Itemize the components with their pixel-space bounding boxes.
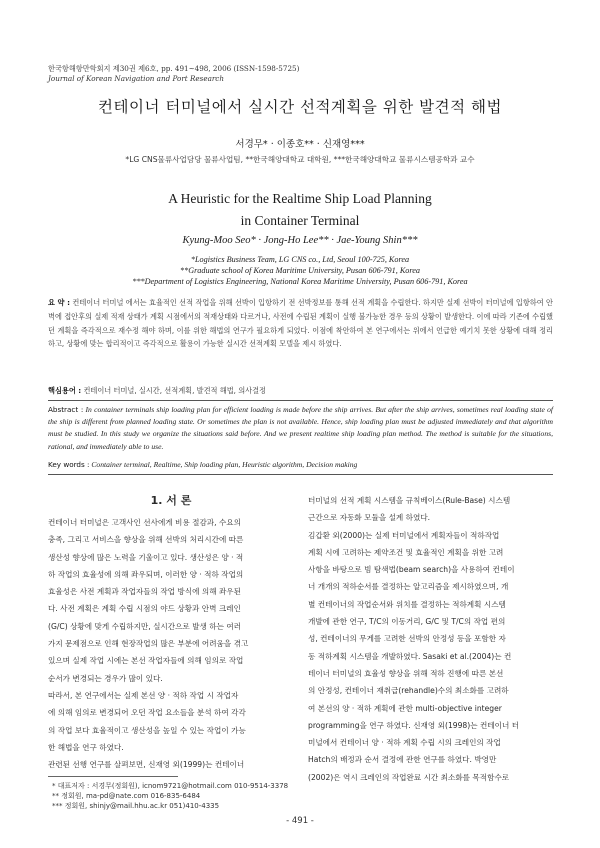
footnote-divider	[48, 776, 178, 777]
affiliation-en-1: *Logistics Business Team, LG CNS co., Ltd, Seoul 100-725, Korea	[190, 255, 410, 264]
right-column-line: 개발에 관한 연구, T/C의 이동거리, G/C 및 T/C의 작업 편의	[308, 617, 506, 627]
footnote-3: *** 정회원, shinjy@mail.hhu.ac.kr 051)410-4335	[52, 802, 220, 810]
authors-en: Kyung-Moo Seo* · Jong-Ho Lee** · Jae-Young Shin***	[182, 235, 418, 246]
affiliation-en-2: **Graduate school of Korea Maritime University, Pusan 606-791, Korea	[180, 266, 420, 275]
right-column-line: 너 개개의 적하순서를 결정하는 알고리즘을 제시하였으며, 개	[308, 582, 509, 592]
keywords-en-text: Container terminal, Realtime, Ship loading plan, Heuristic algorithm, Decision making	[91, 460, 358, 469]
right-column-line: 터미널의 선적 계획 시스템을 규칙베이스(Rule-Base) 시스템	[308, 496, 511, 505]
right-column-text	[308, 492, 554, 786]
right-column-line: 별 컨테이너의 작업순서와 위치를 결정하는 적하계획 시스템	[308, 599, 506, 609]
right-column-line: 테이너 터미널의 효율성 향상을 위해 적하 진행에 따른 본선	[308, 668, 504, 678]
left-column-line: 순서가 변경되는 경우가 많이 있다.	[48, 673, 163, 683]
right-column-line: 사항을 바탕으로 빔 탐색법(beam search)을 사용하여 컨테이	[308, 565, 515, 575]
left-column-line: 충족, 그리고 서비스을 향상을 위해 선박의 처리시간에 따른	[48, 535, 244, 545]
keywords-en-label: Key words :	[48, 460, 90, 469]
divider-bottom	[48, 474, 553, 475]
journal-name-en: Journal of Korean Navigation and Port Research	[48, 74, 224, 83]
footnotes	[52, 781, 288, 811]
right-column-line: 김갑환 외(2000)는 실제 터미널에서 계획자들이 적하작업	[308, 530, 500, 540]
affiliation-en	[0, 254, 600, 287]
left-column-line: 있으며 실제 작업 시에는 본선 작업자들에 의해 임의로 작업	[48, 656, 244, 666]
title-en-line-2: in Container Terminal	[240, 213, 360, 228]
right-column-line: Hatch의 배정과 순서 결정에 관한 연구를 하였다. 박영만	[308, 755, 497, 765]
right-column-line: programming을 연구 하였다. 신재영 외(1998)는 컨테이너 터	[308, 720, 520, 730]
keywords-ko-label: 핵심용어 :	[48, 386, 82, 395]
right-column-line: 의 안정성, 컨테이너 재취급(rehandle)수의 최소화를 고려하	[308, 686, 509, 696]
keywords-en	[48, 460, 553, 469]
right-column-line: 동 적하계획 시스템을 개발하였다. Sasaki et al.(2004)는 컨	[308, 651, 512, 661]
authors-ko: 서경무* · 이종호** · 신재영***	[235, 139, 365, 150]
section-title: 1. 서 론	[150, 494, 192, 507]
left-column-line: 컨테이너 터미널은 고객사인 선사에게 비용 절감과, 수요의	[48, 518, 241, 527]
body-left-column	[48, 492, 294, 773]
abstract-ko-text: 컨테이너 터미널 에서는 효율적인 선적 작업을 위해 선박이 입항하기 전 선박정보를 통해 선적 계획을 수립한다. 하지만 실제 선박이 터미널에 입항하여 안벽에 접안후의 실제 적재 상태가 계획 시점에서의 적재상태와 다르거나, 사전에 수립된 계획이 실행 불가능한 경우 등의 상황이 발생한다. 이에 따라 기존에 수립했던 계획을 즉각적으로 재수정 해야 하며, 이를 위한 해법의 연구가 필요하게 되었다. 이점에 착안하여 본 연구에서는 위에서 언급한 예기치 못한 상황에 대해 정리하고, 상황에 맞는 합리적이고 즉각적으로 활용이 가능한 실시간 선적계획 모델을 제시 하였다.	[48, 298, 553, 349]
right-column-line: 성, 컨테이너의 무게를 고려한 선박의 안정성 등을 포함한 자	[308, 634, 506, 644]
abstract-en	[48, 404, 553, 453]
right-column-line: (2002)은 역시 크레인의 작업완료 시간 최소화를 목적함수로	[308, 772, 510, 782]
left-column-line: 관련된 선행 연구를 살펴보면, 신재영 외(1999)는 컨테이너	[48, 760, 245, 770]
right-column-line: 계획 시에 고려하는 제약조건 및 효율적인 계획을 위한 고려	[308, 547, 504, 557]
right-column-line: 근간으로 자동화 모듈을 설계 하였다.	[308, 513, 431, 523]
footnote-1: * 대표저자 : 서경무(정회원), icnom9721@hotmail.com 010-9514-3378	[52, 782, 289, 790]
left-column-line: 한 해법을 연구 하였다.	[48, 742, 124, 752]
divider-top	[48, 400, 553, 401]
left-column-line: 가지 문제점으로 인해 현장작업의 많은 부분에 어려움을 겪고	[48, 639, 249, 649]
journal-citation: 한국항해항만학회지 제30권 제6호, pp. 491~498, 2006 (ISSN-1598-5725)	[48, 64, 300, 73]
keywords-ko	[48, 386, 553, 396]
abstract-en-text: In container terminals ship loading plan for efficient loading is made before the ship arrives. But after the ship arrives, sometimes real loading state of the ship is different from planned loading state. Or sometimes the plan is not available. Hence, ship loading plan must be adjusted immediately and that algorithm must be studied. In this study we organize the situations said before. And we present realtime ship loading plan method. The method is suitable for the situations, rational, and immediately able to use.	[48, 405, 553, 451]
paper-title-en	[0, 188, 600, 232]
right-column-line: 미널에서 컨테이너 양 · 적하 계획 수립 시의 크레인의 작업	[308, 738, 501, 748]
paper-title-ko: 컨테이너 터미널에서 실시간 선적계획을 위한 발견적 해법	[98, 98, 502, 116]
left-column-line: (G/C) 상황에 맞게 수립하지만, 실시간으로 발생 하는 여러	[48, 621, 242, 631]
left-column-line: 다. 사전 계획은 계획 수립 시점의 야드 상황과 안벽 크레인	[48, 604, 241, 614]
left-column-line: 효율성은 사전 계획과 작업자들의 작업 방식에 의해 좌우된	[48, 587, 241, 597]
title-en-line-1: A Heuristic for the Realtime Ship Load Planning	[168, 191, 432, 206]
left-column-line: 따라서, 본 연구에서는 실제 본선 양 · 적하 작업 시 작업자	[48, 690, 239, 700]
left-column-line: 하 작업의 효율성에 의해 좌우되며, 이러한 양 · 적하 작업의	[48, 569, 244, 579]
affiliation-en-3: ***Department of Logistics Engineering, National Korea Maritime University, Pusan 606-791, Korea	[132, 277, 468, 286]
abstract-en-label: Abstract :	[48, 405, 84, 414]
abstract-ko	[48, 296, 553, 351]
page-number: - 491 -	[286, 816, 314, 826]
keywords-ko-text: 컨테이너 터미널, 실시간, 선적계획, 발견적 해법, 의사결정	[83, 386, 266, 395]
body-right-column	[308, 492, 554, 786]
affiliation-ko: *LG CNS물류사업담당 물류사업팀, **한국해양대학교 대학원, ***한국해양대학교 물류시스템공학과 교수	[125, 155, 475, 164]
abstract-ko-label: 요 약 :	[48, 298, 70, 307]
left-column-line: 의 작업 보다 효율적이고 생산성을 높일 수 있는 작업이 가능	[48, 725, 246, 735]
left-column-text	[48, 514, 294, 773]
right-column-line: 여 본선의 양 · 적하 계획에 관한 multi-objective integer	[308, 703, 502, 713]
footnote-2: ** 정회원, ma-pd@nate.com 016-835-6484	[52, 792, 201, 800]
left-column-line: 생산성 향상에 많은 노력을 기울이고 있다. 생산성은 양 · 적	[48, 552, 244, 562]
left-column-line: 에 의해 임의로 변경되어 오던 작업 요소들을 분석 하여 각각	[48, 708, 246, 718]
journal-header	[48, 64, 299, 84]
